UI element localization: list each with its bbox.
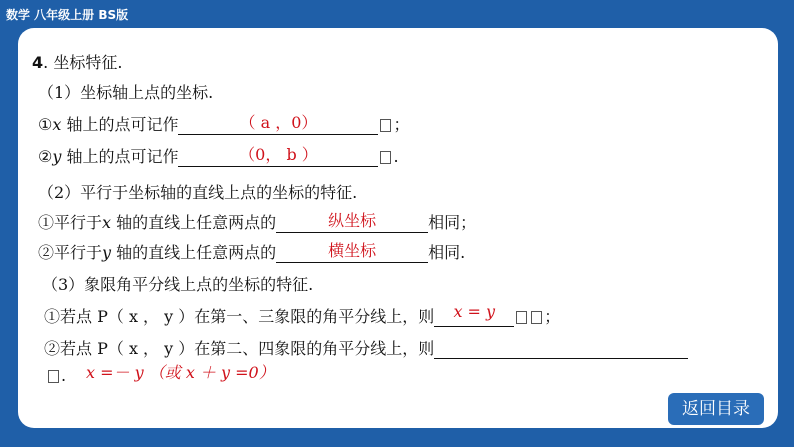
heading-number: 4 <box>32 53 44 72</box>
item-text: 轴的直线上任意两点的 <box>111 243 277 262</box>
section-3-item-2-answer: x =－ y （或 x ＋ y =0） <box>86 363 275 382</box>
item-suffix: ； <box>544 307 561 326</box>
item-text: 轴的直线上任意两点的 <box>111 213 277 232</box>
answer-text: 横坐标 <box>328 241 377 260</box>
item-suffix: . <box>61 366 67 385</box>
variable-y: y <box>102 243 112 262</box>
placeholder-box <box>516 311 527 324</box>
item-suffix: . <box>393 147 399 166</box>
variable-y: y <box>52 147 62 166</box>
item-marker: ① <box>38 115 53 134</box>
answer-blank <box>434 302 514 327</box>
placeholder-box <box>380 119 391 132</box>
section-2-item-1 <box>38 210 476 233</box>
book-title: 数学 八年级上册 BS版 <box>6 8 129 22</box>
variable-x: x <box>102 213 112 232</box>
section-3-title: （3）象限角平分线上点的坐标的特征. <box>42 275 314 294</box>
answer-blank <box>434 340 688 359</box>
item-suffix: ； <box>393 115 410 134</box>
item-text: 轴上的点可记作 <box>61 147 179 166</box>
variable-x: x <box>52 115 62 134</box>
answer-text: （ a ，0） <box>239 113 318 132</box>
answer-blank <box>276 211 428 233</box>
section-3-item-1 <box>44 304 560 327</box>
answer-text: 纵坐标 <box>328 211 377 230</box>
placeholder-box <box>380 151 391 164</box>
heading-text: 坐标特征. <box>53 53 123 72</box>
section-1-item-1 <box>38 112 409 135</box>
placeholder-box <box>531 311 542 324</box>
item-marker: ② <box>38 147 53 166</box>
section-1-item-2 <box>38 144 399 167</box>
content-card <box>18 28 778 428</box>
item-marker: ①平行于 <box>38 213 103 232</box>
placeholder-box <box>48 370 59 383</box>
answer-blank <box>178 145 378 167</box>
heading: 4. 坐标特征. <box>32 53 123 72</box>
answer-text: （0， b ） <box>239 145 318 164</box>
item-text: ①若点 P（ x ， y ）在第一、三象限的角平分线上，则 <box>44 307 435 326</box>
answer-text: x = y <box>453 302 496 321</box>
item-text: ②若点 P（ x ， y ）在第二、四象限的角平分线上，则 <box>44 339 435 358</box>
item-suffix: 相同. <box>428 243 466 262</box>
section-2-item-2 <box>38 240 465 263</box>
answer-blank <box>178 113 378 135</box>
header-bar <box>0 0 794 30</box>
item-marker: ②平行于 <box>38 243 103 262</box>
item-suffix: 相同； <box>428 213 477 232</box>
section-2-title: （2）平行于坐标轴的直线上点的坐标的特征. <box>38 183 358 202</box>
section-3-item-2 <box>44 336 688 359</box>
section-3-item-2-continued <box>46 366 66 385</box>
item-text: 轴上的点可记作 <box>61 115 179 134</box>
return-to-contents-button[interactable]: 返回目录 <box>668 393 764 425</box>
answer-blank <box>276 241 428 263</box>
section-1-title: （1）坐标轴上点的坐标. <box>38 83 214 102</box>
